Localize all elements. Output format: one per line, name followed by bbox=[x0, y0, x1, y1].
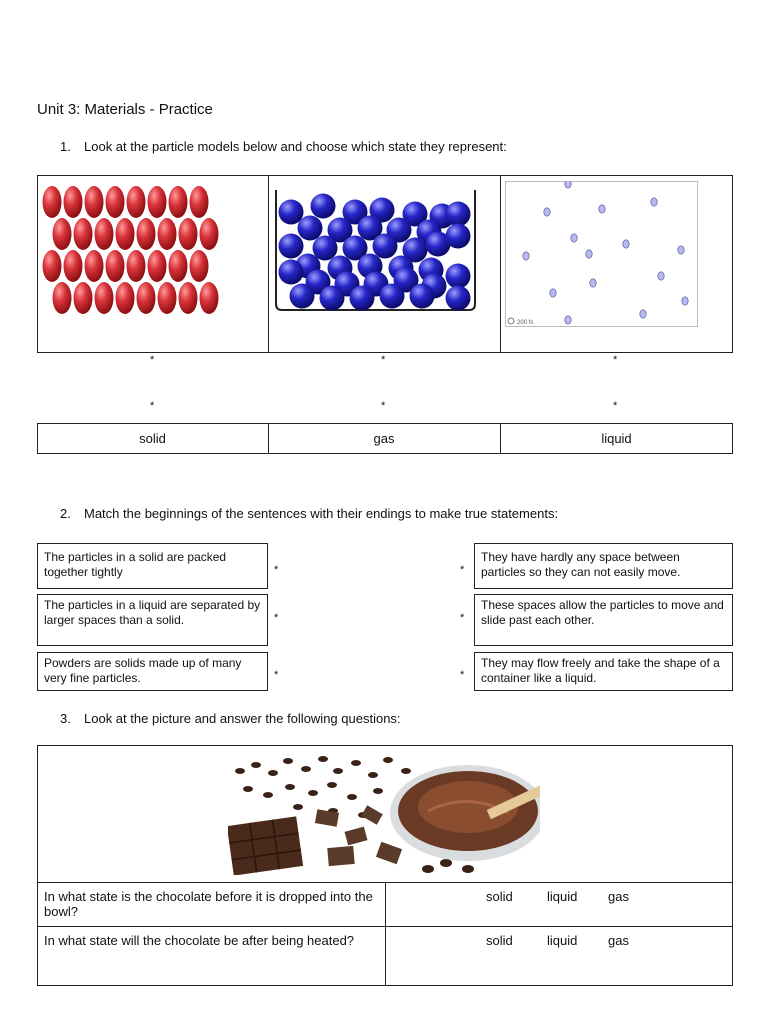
liquid-particle bbox=[446, 286, 471, 311]
q3-question-2: In what state will the chocolate be after being heated? bbox=[44, 933, 355, 948]
gas-box bbox=[506, 182, 698, 327]
match-point[interactable]: * bbox=[613, 400, 618, 412]
match-left-2-text: The particles in a liquid are separated by larger spaces than a solid. bbox=[44, 598, 261, 627]
match-point[interactable]: * bbox=[613, 354, 618, 366]
solid-particle bbox=[158, 218, 177, 250]
liquid-particle bbox=[311, 194, 336, 219]
match-left-1-text: The particles in a solid are packed together tightly bbox=[44, 550, 227, 579]
liquid-particle bbox=[446, 224, 471, 249]
solid-particle bbox=[179, 218, 198, 250]
solid-particle bbox=[179, 282, 198, 314]
solid-particle bbox=[148, 186, 167, 218]
table-divider bbox=[500, 175, 501, 353]
gas-particle-model bbox=[505, 181, 700, 329]
question-2 bbox=[60, 506, 558, 521]
question-1 bbox=[60, 139, 507, 154]
q3-row-2-option-gas[interactable]: gas bbox=[608, 933, 629, 948]
solid-particles bbox=[43, 186, 219, 314]
liquid-particle bbox=[446, 264, 471, 289]
match-point[interactable]: * bbox=[150, 400, 155, 412]
solid-particle bbox=[64, 186, 83, 218]
question-3-number: 3. bbox=[60, 711, 71, 726]
gas-particle bbox=[678, 246, 684, 254]
solid-particle bbox=[190, 186, 209, 218]
gas-particle bbox=[640, 310, 646, 318]
solid-particle bbox=[74, 218, 93, 250]
solid-particle bbox=[127, 186, 146, 218]
solid-particle bbox=[137, 282, 156, 314]
liquid-particle bbox=[410, 284, 435, 309]
liquid-particle bbox=[298, 216, 323, 241]
match-right-3-text: They may flow freely and take the shape of a container like a liquid. bbox=[481, 656, 720, 685]
solid-particle bbox=[106, 250, 125, 282]
question-2-number: 2. bbox=[60, 506, 71, 521]
question-1-text: Look at the particle models below and choose which state they represent: bbox=[84, 139, 507, 154]
match-point[interactable]: * bbox=[460, 612, 465, 624]
solid-particle bbox=[200, 218, 219, 250]
match-point[interactable]: * bbox=[460, 564, 465, 576]
gas-particle bbox=[651, 198, 657, 206]
gas-particle bbox=[658, 272, 664, 280]
match-left-3-text: Powders are solids made up of many very fine particles. bbox=[44, 656, 242, 685]
gas-particle bbox=[590, 279, 596, 287]
answer-liquid[interactable]: liquid bbox=[601, 431, 632, 446]
solid-particle bbox=[95, 218, 114, 250]
solid-particle bbox=[64, 250, 83, 282]
match-point[interactable]: * bbox=[150, 354, 155, 366]
solid-particle bbox=[85, 186, 104, 218]
liquid-particle bbox=[380, 284, 405, 309]
q3-row-2-option-liquid[interactable]: liquid bbox=[547, 933, 578, 948]
solid-particle bbox=[127, 250, 146, 282]
match-point[interactable]: * bbox=[381, 400, 386, 412]
match-right-2[interactable] bbox=[474, 594, 733, 646]
liquid-particle bbox=[350, 286, 375, 311]
q3-row-1-option-solid[interactable]: solid bbox=[486, 889, 513, 904]
solid-particle bbox=[169, 250, 188, 282]
liquid-particle bbox=[279, 234, 304, 259]
gas-particle bbox=[550, 289, 556, 297]
chocolate-bar bbox=[228, 816, 303, 875]
gas-particle bbox=[623, 240, 629, 248]
table-divider bbox=[268, 175, 269, 353]
solid-particle bbox=[169, 186, 188, 218]
answer-solid[interactable]: solid bbox=[139, 431, 166, 446]
q3-row-1-option-liquid[interactable]: liquid bbox=[547, 889, 578, 904]
solid-particle bbox=[95, 282, 114, 314]
solid-particle bbox=[74, 282, 93, 314]
question-2-text: Match the beginnings of the sentences with their endings to make true statements: bbox=[84, 506, 559, 521]
match-left-2[interactable] bbox=[37, 594, 268, 646]
match-point[interactable]: * bbox=[274, 564, 279, 576]
liquid-particle bbox=[373, 234, 398, 259]
liquid-particle bbox=[279, 200, 304, 225]
solid-particle bbox=[85, 250, 104, 282]
liquid-particle bbox=[290, 284, 315, 309]
chocolate-picture bbox=[228, 751, 540, 875]
match-point[interactable]: * bbox=[274, 669, 279, 681]
q3-question-1: In what state is the chocolate before it is dropped into the bowl? bbox=[44, 889, 373, 919]
gas-particle bbox=[565, 181, 571, 188]
gas-particle bbox=[523, 252, 529, 260]
liquid-particle-model bbox=[272, 180, 497, 315]
solid-particle bbox=[53, 218, 72, 250]
liquid-particle bbox=[279, 260, 304, 285]
q3-row-1-option-gas[interactable]: gas bbox=[608, 889, 629, 904]
gas-particle bbox=[586, 250, 592, 258]
solid-particle bbox=[158, 282, 177, 314]
solid-particle-model bbox=[40, 180, 265, 315]
solid-particle bbox=[43, 186, 62, 218]
match-left-3[interactable] bbox=[37, 652, 268, 691]
gas-particle bbox=[544, 208, 550, 216]
table-divider bbox=[385, 882, 386, 986]
question-3-text: Look at the picture and answer the following questions: bbox=[84, 711, 401, 726]
solid-particle bbox=[190, 250, 209, 282]
match-point[interactable]: * bbox=[460, 669, 465, 681]
liquid-particle bbox=[320, 286, 345, 311]
solid-particle bbox=[137, 218, 156, 250]
liquid-particle bbox=[446, 202, 471, 227]
question-3 bbox=[60, 711, 401, 726]
liquid-particles bbox=[279, 194, 471, 311]
solid-particle bbox=[200, 282, 219, 314]
match-left-1[interactable] bbox=[37, 543, 268, 589]
gas-particle bbox=[571, 234, 577, 242]
solid-particle bbox=[106, 186, 125, 218]
match-right-2-text: These spaces allow the particles to move and slide past each other. bbox=[481, 598, 724, 627]
gas-particle bbox=[682, 297, 688, 305]
match-point[interactable]: * bbox=[274, 612, 279, 624]
match-right-1[interactable] bbox=[474, 543, 733, 589]
match-right-1-text: They have hardly any space between particles so they can not easily move. bbox=[481, 550, 681, 579]
match-right-3[interactable] bbox=[474, 652, 733, 691]
solid-particle bbox=[43, 250, 62, 282]
question-1-number: 1. bbox=[60, 139, 71, 154]
page-title: Unit 3: Materials - Practice bbox=[37, 101, 213, 118]
solid-particle bbox=[148, 250, 167, 282]
solid-particle bbox=[116, 218, 135, 250]
solid-particle bbox=[53, 282, 72, 314]
gas-scale-label: 200 fs bbox=[517, 320, 534, 326]
solid-particle bbox=[116, 282, 135, 314]
gas-particle bbox=[565, 316, 571, 324]
match-point[interactable]: * bbox=[381, 354, 386, 366]
answer-gas[interactable]: gas bbox=[373, 431, 395, 446]
q3-row-2-option-solid[interactable]: solid bbox=[486, 933, 513, 948]
gas-particle bbox=[599, 205, 605, 213]
chocolate-bowl bbox=[390, 765, 540, 861]
